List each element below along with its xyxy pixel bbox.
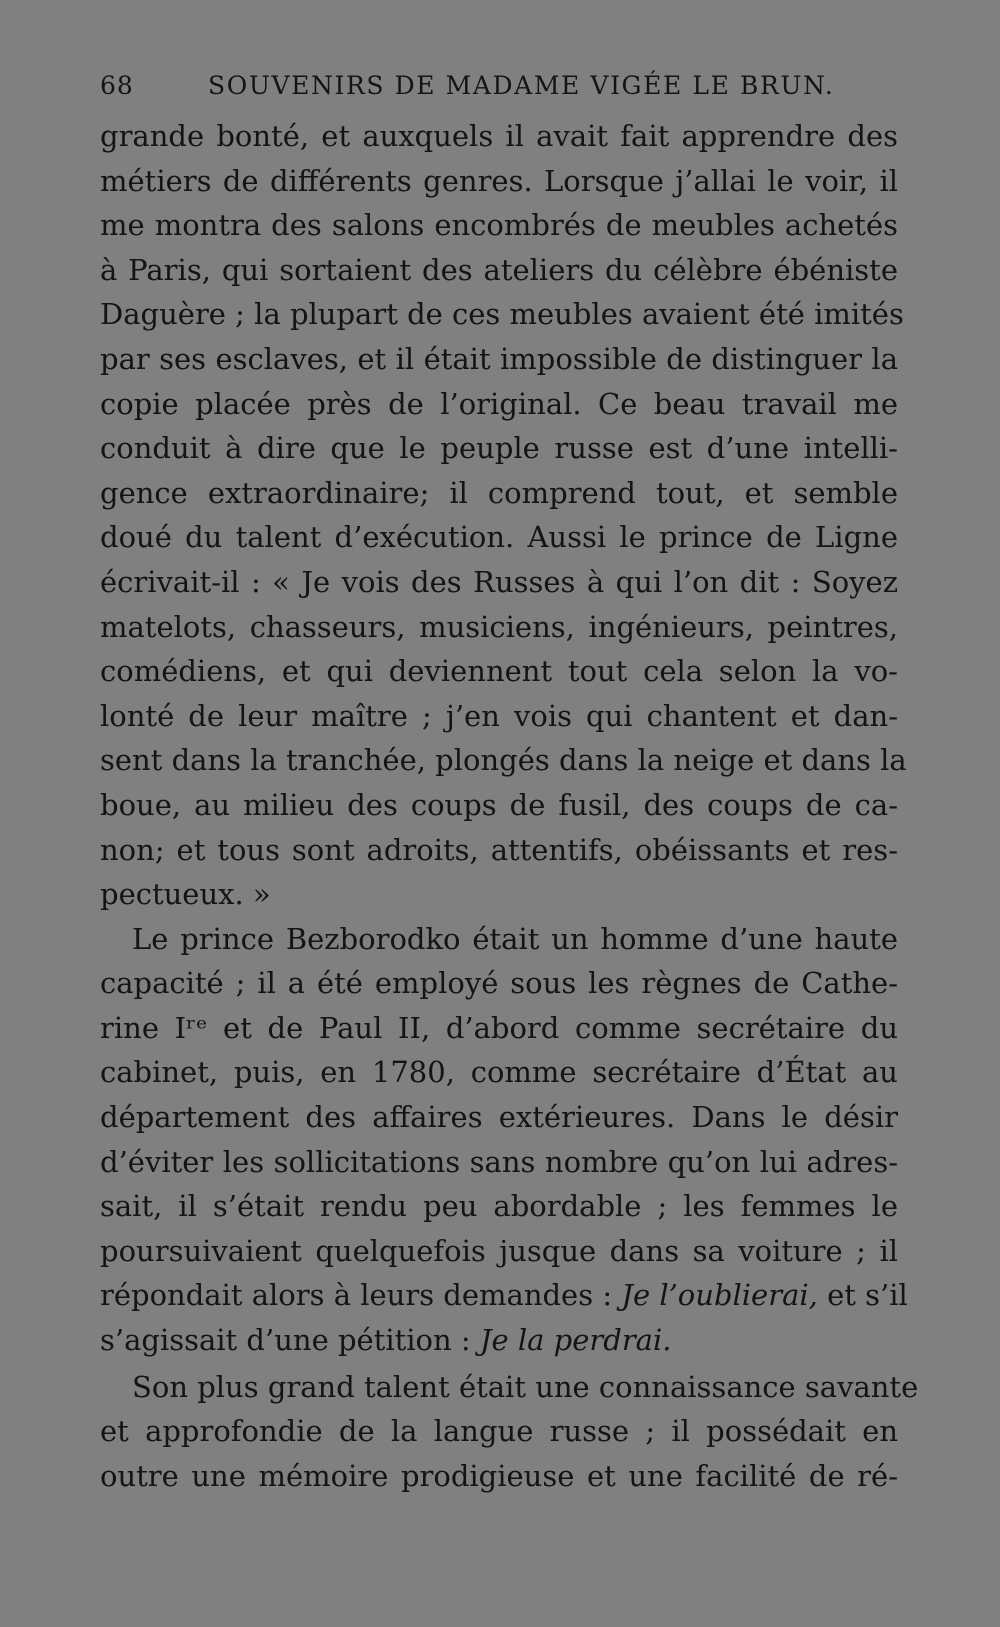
text-line: d’éviter les sollicitations sans nombre qu’on lui adres- — [100, 1144, 898, 1179]
text-line: grande bonté, et auxquels il avait fait apprendre des — [100, 119, 898, 153]
text-line: me montra des salons encombrés de meubles achetés — [100, 208, 898, 243]
text-line: matelots, chasseurs, musiciens, ingénieurs, peintres, — [100, 609, 898, 644]
text-line: poursuivaient quelquefois jusque dans sa voiture ; il — [100, 1233, 898, 1268]
paragraph-1 — [100, 114, 907, 917]
text-line: comédiens, et qui deviennent tout cela selon la vo- — [100, 654, 898, 689]
page-number: 68 — [100, 71, 134, 100]
body-text — [100, 114, 919, 1498]
text-line: rine Iʳᵉ et de Paul II, d’abord comme secrétaire du — [100, 1010, 898, 1045]
text-line: sait, il s’était rendu peu abordable ; les femmes le — [100, 1189, 898, 1224]
text-line: département des affaires extérieures. Dans le désir — [100, 1100, 898, 1135]
text-line: outre une mémoire prodigieuse et une facilité de ré- — [100, 1458, 898, 1493]
text-line: métiers de différents genres. Lorsque j’allai le voir, il — [100, 163, 898, 198]
text-line: par ses esclaves, et il était impossible de distinguer la — [100, 341, 898, 376]
text-run: répondait alors à leurs demandes : — [100, 1278, 622, 1313]
paragraph-2 — [100, 917, 908, 1363]
text-line: sent dans la tranchée, plongés dans la neige et dans la — [100, 743, 907, 778]
text-run: et s’il — [817, 1278, 908, 1313]
text-line: pectueux. » — [100, 877, 271, 912]
text-line: Daguère ; la plupart de ces meubles avaient été imités — [100, 297, 904, 332]
paragraph-3 — [100, 1365, 919, 1499]
running-title: SOUVENIRS DE MADAME VIGÉE LE BRUN. — [208, 71, 835, 100]
text-line: lonté de leur maître ; j’en vois qui chantent et dan- — [100, 698, 898, 733]
text-line: écrivait-il : « Je vois des Russes à qui l’on dit : Soyez — [100, 564, 898, 599]
text-line: boue, au milieu des coups de fusil, des coups de ca- — [100, 787, 898, 822]
text-line-with-italic — [100, 1318, 898, 1363]
text-line: cabinet, puis, en 1780, comme secrétaire d’État au — [100, 1055, 898, 1090]
text-line: Son plus grand talent était une connaissance savante — [132, 1369, 919, 1404]
text-run: s’agissait d’une pétition : — [100, 1323, 480, 1358]
running-head — [100, 68, 900, 104]
text-line-with-italic — [100, 1273, 908, 1318]
text-line: doué du talent d’exécution. Aussi le prince de Ligne — [100, 520, 898, 555]
text-line: Le prince Bezborodko était un homme d’une haute — [132, 921, 898, 956]
italic-quote: Je l’oublierai, — [621, 1278, 818, 1313]
text-line: gence extraordinaire; il comprend tout, et semble — [100, 475, 898, 510]
text-line: et approfondie de la langue russe ; il possédait en — [100, 1414, 898, 1449]
text-line: à Paris, qui sortaient des ateliers du célèbre ébéniste — [100, 252, 898, 287]
text-line: copie placée près de l’original. Ce beau travail me — [100, 386, 898, 421]
text-line: conduit à dire que le peuple russe est d’une intelli- — [100, 431, 898, 466]
text-line: non; et tous sont adroits, attentifs, obéissants et res- — [100, 832, 898, 867]
italic-quote: Je la perdrai. — [479, 1323, 672, 1358]
text-line: capacité ; il a été employé sous les règnes de Cathe- — [100, 966, 898, 1001]
